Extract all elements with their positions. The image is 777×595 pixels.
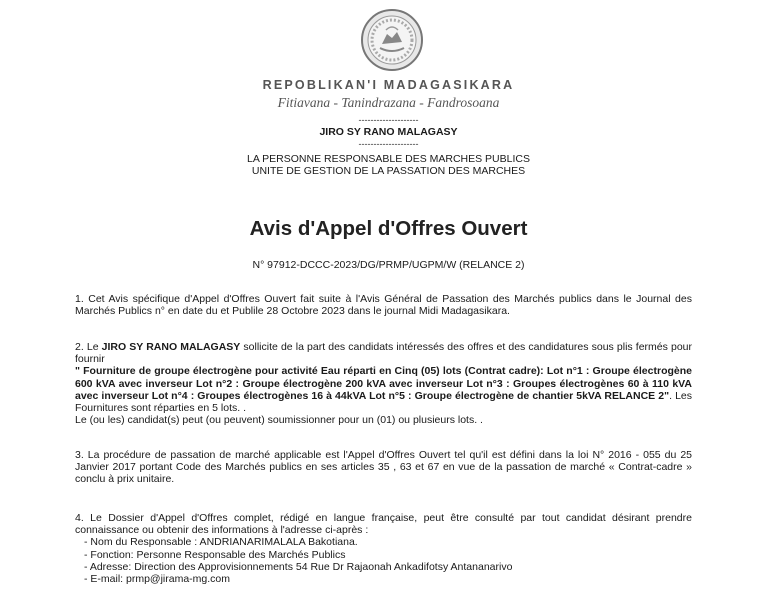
paragraph-1: 1. Cet Avis spécifique d'Appel d'Offres Ouvert fait suite à l'Avis Général de Passation des Marchés publics dans le Journal des Marchés Publics n° en date du et Publile 28 Octobre 2023 dans le journal Midi Madagasikara. (75, 293, 692, 318)
organization-name: JIRO SY RANO MALAGASY (319, 126, 458, 138)
republic-name: REPOBLIKAN'I MADAGASIKARA (262, 78, 515, 92)
department-block (0, 153, 777, 177)
madagascar-seal-icon (360, 8, 424, 72)
contact-function: - Fonction: Personne Responsable des Marchés Publics (84, 548, 346, 561)
department-line-2: UNITE DE GESTION DE LA PASSATION DES MARCHES (251, 165, 526, 177)
paragraph-2-intro: sollicite de la part des candidats intéressés des offres et des candidatures sous plis fermés pour fournir (75, 341, 692, 366)
paragraph-2 (75, 341, 692, 426)
notice-title: Avis d'Appel d'Offres Ouvert (249, 217, 528, 240)
paragraph-2-org: JIRO SY RANO MALAGASY (101, 341, 241, 353)
department-line-1: LA PERSONNE RESPONSABLE DES MARCHES PUBLICS (246, 153, 530, 165)
notice-reference: N° 97912-DCCC-2023/DG/PRMP/UGPM/W (RELANCE 2) (252, 259, 525, 271)
separator-top: -------------------- (358, 115, 419, 125)
paragraph-4 (75, 512, 692, 585)
paragraph-3: 3. La procédure de passation de marché applicable est l'Appel d'Offres Ouvert tel qu'il est défini dans la loi N° 2016 - 055 du 25 Janvier 2017 portant Code des Marchés publics en ses articles 35 , 63 et 67 en vue de la passation de marché « Contrat-cadre » conclu à prix unitaire. (75, 449, 692, 486)
paragraph-2-line-2: Le (ou les) candidat(s) peut (ou peuvent) soumissionner pour un (01) ou plusieurs lots. . (75, 414, 483, 427)
separator-bottom: -------------------- (358, 139, 419, 149)
paragraph-2-object: " Fourniture de groupe électrogène pour activité Eau réparti en Cinq (05) lots (Contrat cadre): Lot n°1 : Groupe électrogène 600 kVA avec inverseur Lot n°2 : Groupe électrogène 200 kVA avec inverseur Lot n°3 : Groupes électrogènes 60 à 110 kVA avec inverseur Lot n°4 : Groupes électrogènes 16 à 44kVA Lot n°5 : Groupe électrogène de chantier 5kVA RELANCE 2" (75, 365, 692, 402)
paragraph-2-prefix: 2. Le (75, 341, 102, 353)
paragraph-2-after-object: . Les Fournitures sont réparties en 5 lots. . (75, 389, 693, 415)
contact-email: - E-mail: prmp@jirama-mg.com (84, 573, 231, 586)
contact-name: - Nom du Responsable : ANDRIANARIMALALA Bakotiana. (84, 536, 358, 549)
national-motto: Fitiavana - Tanindrazana - Fandrosoana (277, 95, 500, 110)
paragraph-4-intro: 4. Le Dossier d'Appel d'Offres complet, rédigé en langue française, peut être consulté par tout candidat désirant prendre connaissance ou obtenir des informations à l'adresse ci-après : (75, 512, 692, 537)
contact-address: - Adresse: Direction des Approvisionnements 54 Rue Dr Rajaonah Ankadifotsy Antananarivo (84, 560, 513, 573)
